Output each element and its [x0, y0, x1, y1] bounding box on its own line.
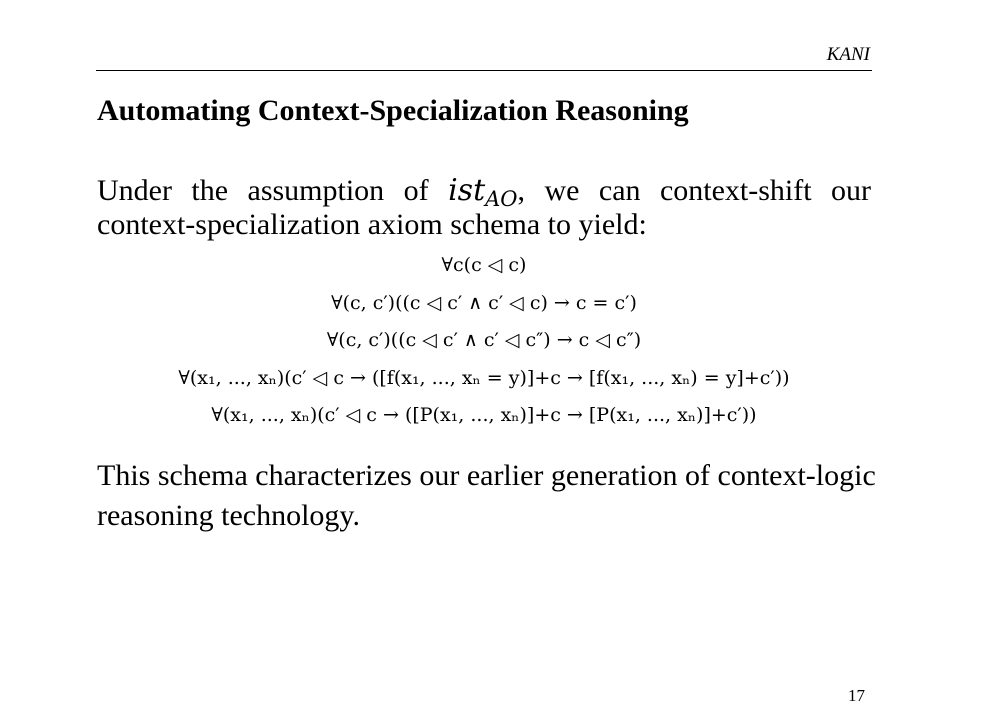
formula-function-specialization: ∀(x₁, ..., xₙ)(c′ ◁ c → ([f(x₁, ..., xₙ = y)]+c → [f(x₁, ..., xₙ) = y]+c′)) [178, 367, 790, 389]
page-number: 17 [848, 686, 865, 705]
intro-second-line: context-specialization axiom schema to yield: [97, 208, 647, 241]
slide-title: Automating Context-Specialization Reasoning [97, 94, 689, 127]
intro-math-base: ist [448, 173, 486, 208]
closing-paragraph: This schema characterizes our earlier generation of context-logic reasoning technology. [97, 459, 876, 532]
intro-before: Under the assumption of [97, 174, 429, 207]
intro-math-ist [448, 173, 518, 212]
formula-antisymmetry: ∀(c, c′)((c ◁ c′ ∧ c′ ◁ c) → c = c′) [331, 292, 637, 314]
running-header [96, 44, 872, 71]
formula-transitivity: ∀(c, c′)((c ◁ c′ ∧ c′ ◁ c″) → c ◁ c″) [326, 329, 642, 351]
formula-predicate-specialization: ∀(x₁, ..., xₙ)(c′ ◁ c → ([P(x₁, ..., xₙ)]+c → [P(x₁, ..., xₙ)]+c′)) [211, 404, 757, 426]
intro-paragraph [97, 175, 871, 240]
formula-reflexivity: ∀c(c ◁ c) [441, 254, 527, 276]
intro-first-line [97, 173, 872, 212]
intro-math-subscript: AO [485, 187, 518, 212]
intro-after: , we can context-shift our [517, 174, 872, 207]
header-author: KANI [826, 44, 870, 65]
